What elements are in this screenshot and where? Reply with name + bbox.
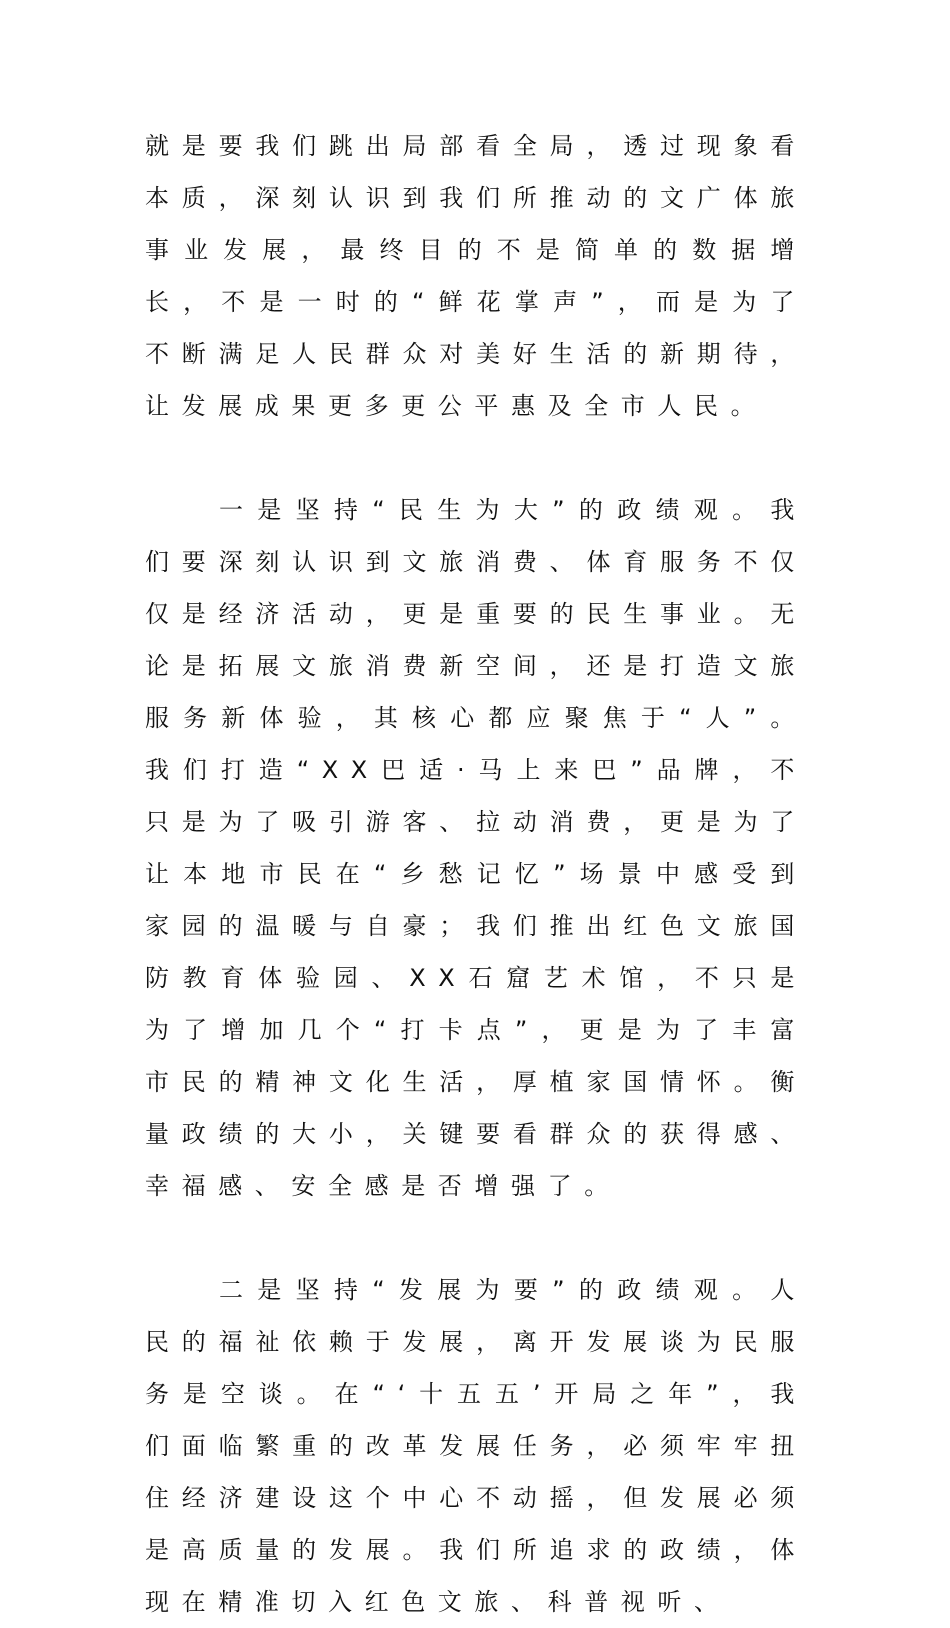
- paragraph-people-livelihood: 一是坚持“民生为大”的政绩观。我们要深刻认识到文旅消费、体育服务不仅仅是经济活动，更是重要的民生事业。无论是拓展文旅消费新空间，还是打造文旅服务新体验，其核心都应聚焦于“人”。我们打造“XX巴适·马上来巴”品牌，不只是为了吸引游客、拉动消费，更是为了让本地市民在“乡愁记忆”场景中感受到家园的温暖与自豪；我们推出红色文旅国防教育体验园、XX石窟艺术馆，不只是为了增加几个“打卡点”，更是为了丰富市民的精神文化生活，厚植家国情怀。衡量政绩的大小，关键要看群众的获得感、幸福感、安全感是否增强了。: [145, 496, 807, 1200]
- paragraph-development: 二是坚持“发展为要”的政绩观。人民的福祉依赖于发展，离开发展谈为民服务是空谈。在“‘十五五’开局之年”，我们面临繁重的改革发展任务，必须牢牢扭住经济建设这个中心不动摇，但发展必须是高质量的发展。我们所追求的政绩，体现在精准切入红色文旅、科普视听、: [145, 1276, 807, 1616]
- document-page: [145, 120, 807, 1628]
- paragraph-intro: 就是要我们跳出局部看全局，透过现象看本质，深刻认识到我们所推动的文广体旅事业发展，最终目的不是简单的数据增长，不是一时的“鲜花掌声”，而是为了不断满足人民群众对美好生活的新期待，让发展成果更多更公平惠及全市人民。: [145, 132, 807, 420]
